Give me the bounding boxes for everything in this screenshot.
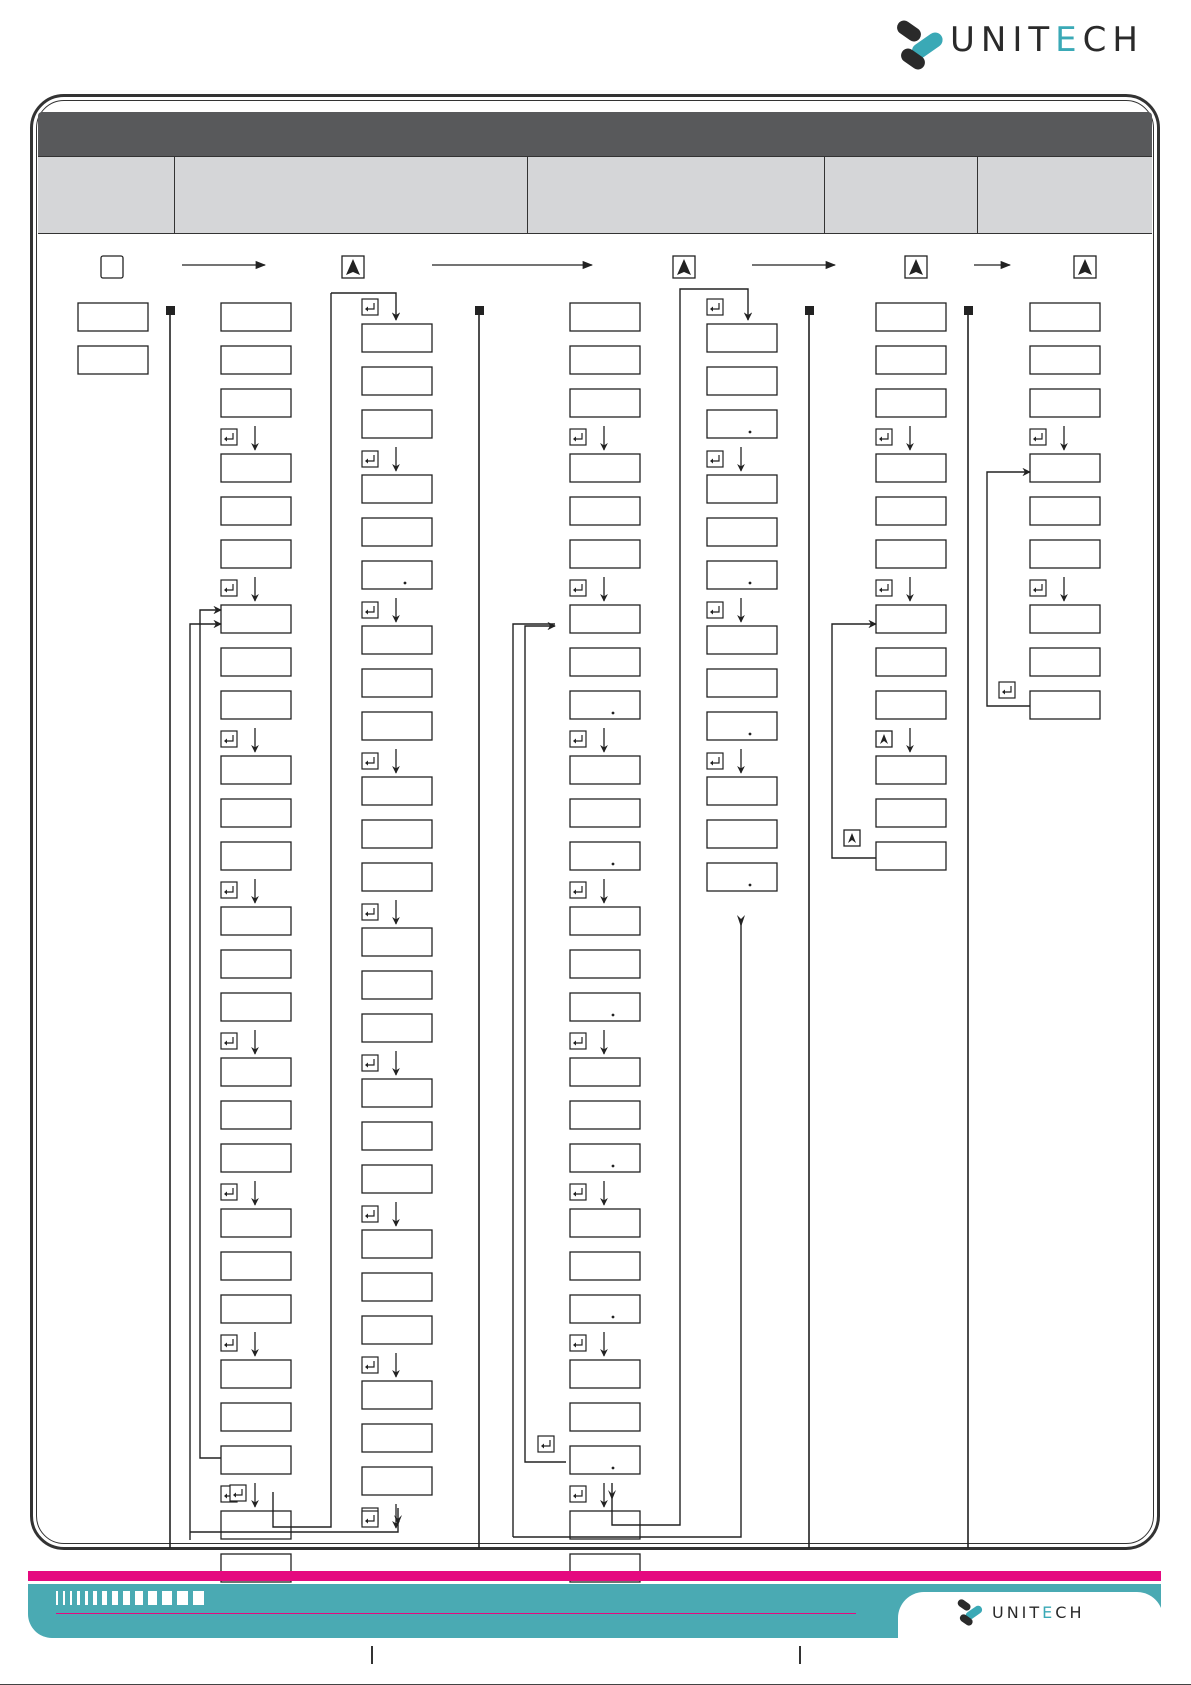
display-box: [876, 799, 946, 827]
display-box: [362, 1014, 432, 1042]
display-box: [707, 820, 777, 848]
footer-stripe: [56, 1591, 58, 1605]
enter-key-icon: [707, 451, 723, 467]
display-box: [570, 540, 640, 568]
display-box: [570, 389, 640, 417]
enter-key-icon: [362, 753, 378, 769]
display-box: [707, 669, 777, 697]
flow-line: [200, 610, 221, 1458]
footer-separator: [799, 1646, 801, 1664]
top-key-sequence: [101, 256, 1010, 278]
display-box: [221, 1511, 291, 1539]
decimal-point: [612, 1316, 615, 1319]
display-box: [362, 324, 432, 352]
display-box: [221, 497, 291, 525]
decimal-point: [749, 733, 752, 736]
junction-square: [475, 306, 484, 315]
display-box: [570, 346, 640, 374]
enter-key-icon: [221, 1335, 237, 1351]
up-arrow-key-icon: [876, 731, 892, 747]
enter-key-icon: [362, 904, 378, 920]
footer-logo-icon: [950, 1598, 990, 1628]
flow-line: [832, 624, 876, 858]
display-box: [876, 346, 946, 374]
decimal-point: [749, 582, 752, 585]
display-box: [362, 820, 432, 848]
footer-stripe: [85, 1591, 88, 1605]
display-box: [362, 1165, 432, 1193]
display-box: [707, 863, 777, 891]
decimal-point: [612, 712, 615, 715]
display-box: [707, 367, 777, 395]
footer-stripe: [102, 1591, 107, 1605]
display-box: [362, 863, 432, 891]
decimal-point: [749, 884, 752, 887]
display-box: [570, 1101, 640, 1129]
display-box: [221, 950, 291, 978]
display-box: [362, 1381, 432, 1409]
display-box: [570, 1252, 640, 1280]
display-box: [876, 842, 946, 870]
display-box: [362, 1316, 432, 1344]
footer-accent-line: [28, 1571, 1161, 1581]
footer-stripe: [162, 1591, 172, 1605]
display-box: [221, 756, 291, 784]
footer-stripe: [63, 1591, 65, 1605]
display-box: [362, 971, 432, 999]
up-arrow-key-icon: [342, 256, 364, 278]
display-box: [362, 1122, 432, 1150]
display-box: [876, 756, 946, 784]
up-arrow-key-icon: [1074, 256, 1096, 278]
enter-key-icon: [570, 429, 586, 445]
enter-key-icon: [362, 602, 378, 618]
enter-key-icon: [707, 602, 723, 618]
display-box: [221, 648, 291, 676]
display-box: [570, 1058, 640, 1086]
display-box: [221, 1144, 291, 1172]
display-box: [570, 799, 640, 827]
footer-logo: [950, 1598, 1120, 1628]
display-box: [876, 648, 946, 676]
display-box: [1030, 346, 1100, 374]
display-box: [221, 303, 291, 331]
display-box: [221, 1446, 291, 1474]
display-box: [1030, 389, 1100, 417]
display-box: [1030, 648, 1100, 676]
display-box: [221, 691, 291, 719]
display-box: [78, 303, 148, 331]
enter-key-icon: [362, 1055, 378, 1071]
key-icons: [221, 256, 1096, 1527]
display-box: [362, 626, 432, 654]
display-box: [570, 1446, 640, 1474]
blank-key-icon: [101, 256, 123, 278]
enter-key-icon: [707, 753, 723, 769]
enter-key-icon: [570, 1486, 586, 1502]
display-box: [876, 454, 946, 482]
display-box: [221, 1403, 291, 1431]
display-box: [707, 410, 777, 438]
decimal-point: [612, 1014, 615, 1017]
display-box: [570, 842, 640, 870]
decimal-point: [749, 431, 752, 434]
display-box: [707, 475, 777, 503]
junction-square: [964, 306, 973, 315]
footer-stripe: [77, 1591, 80, 1605]
display-box: [221, 842, 291, 870]
display-box: [362, 1424, 432, 1452]
display-box: [570, 993, 640, 1021]
display-box: [362, 1467, 432, 1495]
footer-logo-text: UNITECH: [992, 1603, 1085, 1622]
enter-key-icon: [221, 580, 237, 596]
display-box: [1030, 303, 1100, 331]
display-box: [1030, 497, 1100, 525]
display-box: [221, 346, 291, 374]
enter-key-icon: [999, 682, 1015, 698]
enter-key-icon: [221, 882, 237, 898]
footer-thin-line: [56, 1613, 856, 1614]
display-box: [221, 1295, 291, 1323]
display-box: [221, 1209, 291, 1237]
footer-stripe: [123, 1591, 130, 1605]
enter-key-icon: [362, 299, 378, 315]
display-box: [362, 475, 432, 503]
display-box: [221, 1058, 291, 1086]
display-box: [707, 712, 777, 740]
display-box: [362, 1273, 432, 1301]
flow-line: [190, 624, 221, 1540]
flow-line: [513, 624, 555, 1537]
display-box: [876, 691, 946, 719]
enter-key-icon: [570, 882, 586, 898]
display-box: [876, 605, 946, 633]
display-box: [362, 1079, 432, 1107]
up-arrow-key-icon: [844, 830, 860, 846]
footer-stripe: [70, 1591, 72, 1605]
display-box: [362, 561, 432, 589]
footer-stripe: [177, 1591, 188, 1605]
display-box: [1030, 605, 1100, 633]
enter-key-icon: [230, 1485, 246, 1501]
enter-key-icon: [221, 429, 237, 445]
enter-key-icon: [570, 1033, 586, 1049]
decimal-point: [612, 863, 615, 866]
footer-stripe: [148, 1591, 157, 1605]
logo-text: UNITECH: [950, 20, 1144, 60]
up-arrow-key-icon: [905, 256, 927, 278]
enter-key-icon: [221, 1033, 237, 1049]
display-box: [221, 605, 291, 633]
display-box: [1030, 454, 1100, 482]
display-box: [1030, 540, 1100, 568]
footer-stripe: [93, 1591, 97, 1605]
decimal-point: [612, 1467, 615, 1470]
footer-stripe: [135, 1591, 143, 1605]
display-box: [876, 497, 946, 525]
enter-key-icon: [221, 1184, 237, 1200]
up-arrow-key-icon: [673, 256, 695, 278]
display-box: [362, 712, 432, 740]
flow-line: [525, 626, 566, 1462]
display-box: [362, 367, 432, 395]
display-box: [876, 540, 946, 568]
display-box: [362, 410, 432, 438]
enter-key-icon: [570, 731, 586, 747]
enter-key-icon: [570, 1335, 586, 1351]
display-box: [221, 1101, 291, 1129]
display-box: [362, 669, 432, 697]
display-box: [876, 303, 946, 331]
display-box: [221, 799, 291, 827]
display-box: [221, 540, 291, 568]
enter-key-icon: [570, 580, 586, 596]
display-box: [570, 756, 640, 784]
decimal-point: [404, 582, 407, 585]
display-box: [570, 497, 640, 525]
display-box: [221, 993, 291, 1021]
display-box: [570, 907, 640, 935]
display-box: [221, 1252, 291, 1280]
display-box: [362, 518, 432, 546]
enter-key-icon: [538, 1436, 554, 1452]
display-box: [570, 1144, 640, 1172]
decimal-point: [612, 1165, 615, 1168]
display-box: [221, 1360, 291, 1388]
display-box: [570, 454, 640, 482]
display-box: [570, 1295, 640, 1323]
display-box: [570, 1209, 640, 1237]
display-box: [221, 389, 291, 417]
display-box: [707, 777, 777, 805]
display-box: [570, 648, 640, 676]
display-box: [707, 561, 777, 589]
display-box: [1030, 691, 1100, 719]
footer-separator: [371, 1646, 373, 1664]
display-box: [570, 605, 640, 633]
display-box: [221, 454, 291, 482]
display-box: [221, 907, 291, 935]
flow-line: [987, 472, 1030, 706]
display-box: [570, 303, 640, 331]
footer-stripe: [112, 1591, 118, 1605]
enter-key-icon: [1030, 429, 1046, 445]
enter-key-icon: [362, 1357, 378, 1373]
junction-square: [166, 306, 175, 315]
footer-stripe: [193, 1591, 204, 1605]
enter-key-icon: [707, 299, 723, 315]
display-box: [362, 777, 432, 805]
display-box: [707, 518, 777, 546]
enter-key-icon: [876, 580, 892, 596]
display-box: [570, 1360, 640, 1388]
enter-key-icon: [221, 731, 237, 747]
enter-key-icon: [570, 1184, 586, 1200]
display-box: [570, 691, 640, 719]
display-box: [78, 346, 148, 374]
display-box: [707, 626, 777, 654]
display-boxes: [78, 303, 1100, 1625]
display-box: [707, 324, 777, 352]
enter-key-icon: [362, 1206, 378, 1222]
display-box: [876, 389, 946, 417]
flow-arrowhead: [737, 915, 745, 927]
enter-key-icon: [362, 1511, 378, 1527]
enter-key-icon: [1030, 580, 1046, 596]
display-box: [570, 950, 640, 978]
display-box: [362, 1230, 432, 1258]
enter-key-icon: [362, 451, 378, 467]
junction-square: [805, 306, 814, 315]
display-box: [570, 1403, 640, 1431]
display-box: [362, 928, 432, 956]
enter-key-icon: [876, 429, 892, 445]
